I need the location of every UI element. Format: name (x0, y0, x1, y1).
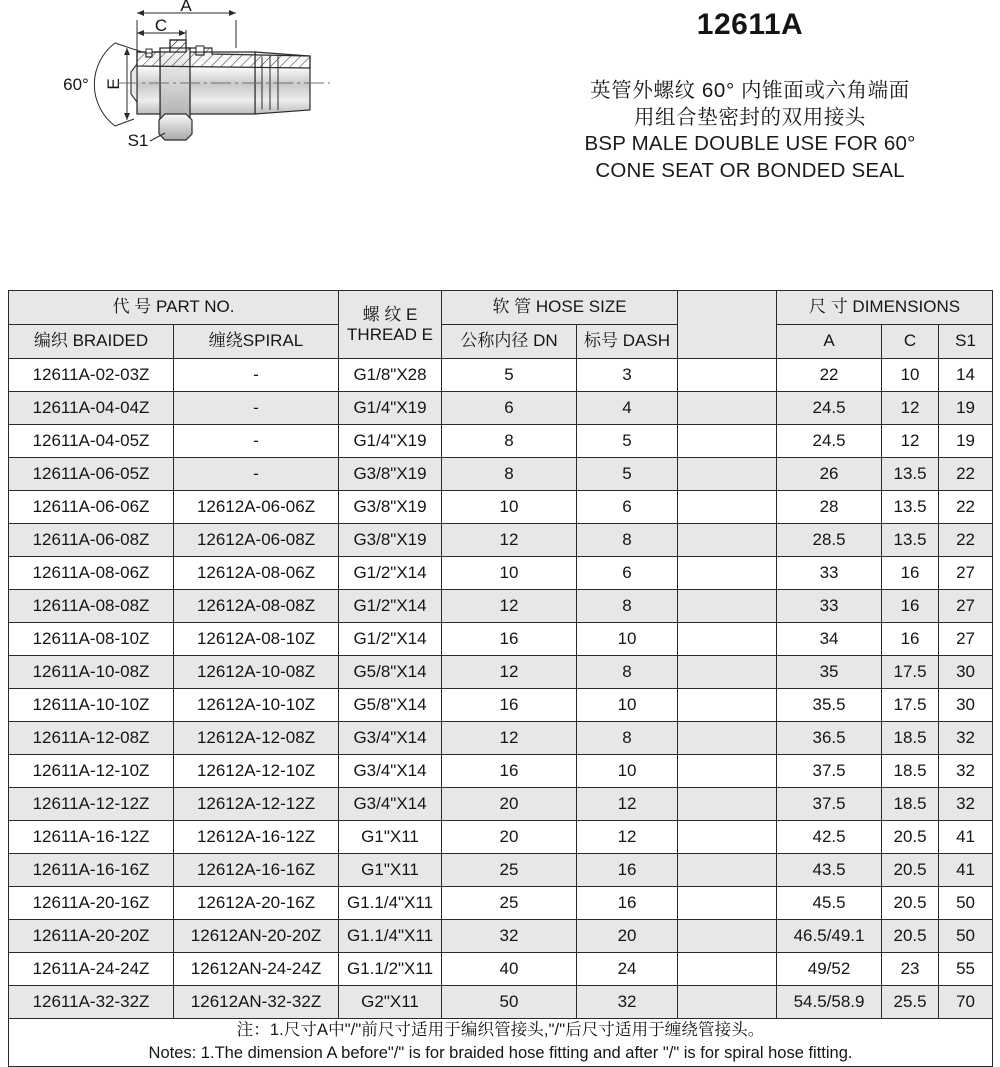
cell-c: 20.5 (882, 920, 939, 953)
cell-blank (678, 359, 777, 392)
table-row (9, 854, 993, 887)
table-row (9, 920, 993, 953)
cell-spiral: 12612A-08-06Z (174, 557, 339, 590)
cell-dn: 16 (442, 689, 577, 722)
table-row (9, 722, 993, 755)
cell-c: 16 (882, 557, 939, 590)
cell-dash: 6 (577, 557, 678, 590)
cell-dash: 5 (577, 458, 678, 491)
cell-a: 28.5 (777, 524, 882, 557)
product-description (500, 78, 1000, 185)
cell-a: 24.5 (777, 392, 882, 425)
cell-dn: 16 (442, 755, 577, 788)
cell-s1: 55 (939, 953, 993, 986)
table-row (9, 755, 993, 788)
cell-s1: 41 (939, 821, 993, 854)
cell-c: 20.5 (882, 887, 939, 920)
header-row-group (9, 291, 993, 325)
cell-s1: 27 (939, 557, 993, 590)
cell-c: 23 (882, 953, 939, 986)
cell-braided: 12611A-04-05Z (9, 425, 174, 458)
cell-dash: 16 (577, 887, 678, 920)
cell-c: 13.5 (882, 458, 939, 491)
cell-thread: G1.1/4"X11 (339, 887, 442, 920)
header-dim-c: C (882, 325, 939, 359)
cell-dn: 5 (442, 359, 577, 392)
table-row (9, 359, 993, 392)
cell-braided: 12611A-08-08Z (9, 590, 174, 623)
cell-dn: 20 (442, 821, 577, 854)
cell-c: 12 (882, 392, 939, 425)
cell-braided: 12611A-16-16Z (9, 854, 174, 887)
cell-a: 37.5 (777, 755, 882, 788)
cell-c: 10 (882, 359, 939, 392)
cell-blank (678, 920, 777, 953)
cell-blank (678, 887, 777, 920)
cell-spiral: 12612A-12-12Z (174, 788, 339, 821)
cell-a: 43.5 (777, 854, 882, 887)
description-cn-line1: 英管外螺纹 60° 内锥面或六角端面 (590, 79, 910, 102)
cell-s1: 14 (939, 359, 993, 392)
cell-dash: 8 (577, 722, 678, 755)
cell-dash: 20 (577, 920, 678, 953)
description-cn-line2: 用组合垫密封的双用接头 (633, 105, 867, 129)
notes-cell (9, 1019, 993, 1067)
cell-a: 37.5 (777, 788, 882, 821)
cell-s1: 70 (939, 986, 993, 1019)
table-row (9, 524, 993, 557)
cell-a: 36.5 (777, 722, 882, 755)
cell-thread: G5/8"X14 (339, 689, 442, 722)
cell-braided: 12611A-12-12Z (9, 788, 174, 821)
cell-thread: G3/4"X14 (339, 722, 442, 755)
cell-dash: 24 (577, 953, 678, 986)
cell-spiral: 12612A-12-10Z (174, 755, 339, 788)
cell-c: 18.5 (882, 722, 939, 755)
cell-a: 42.5 (777, 821, 882, 854)
cell-c: 18.5 (882, 755, 939, 788)
cell-c: 16 (882, 623, 939, 656)
header-section (0, 0, 1000, 285)
table-row (9, 788, 993, 821)
cell-dn: 12 (442, 656, 577, 689)
cell-thread: G1/2"X14 (339, 590, 442, 623)
header-dimensions-group: 尺 寸 DIMENSIONS (777, 291, 993, 325)
cell-braided: 12611A-24-24Z (9, 953, 174, 986)
header-hose-size-group: 软 管 HOSE SIZE (442, 291, 678, 325)
cell-a: 34 (777, 623, 882, 656)
cell-a: 45.5 (777, 887, 882, 920)
cell-spiral: 12612A-16-12Z (174, 821, 339, 854)
cell-dash: 32 (577, 986, 678, 1019)
cell-dn: 16 (442, 623, 577, 656)
cell-s1: 32 (939, 788, 993, 821)
cell-c: 25.5 (882, 986, 939, 1019)
cell-blank (678, 590, 777, 623)
cell-a: 28 (777, 491, 882, 524)
table-row (9, 689, 993, 722)
cell-s1: 19 (939, 392, 993, 425)
cell-dash: 8 (577, 524, 678, 557)
cell-thread: G1/2"X14 (339, 623, 442, 656)
cell-braided: 12611A-06-05Z (9, 458, 174, 491)
header-dash: 标号 DASH (577, 325, 678, 359)
cell-braided: 12611A-08-10Z (9, 623, 174, 656)
table-row (9, 458, 993, 491)
cell-c: 16 (882, 590, 939, 623)
cell-a: 22 (777, 359, 882, 392)
cell-braided: 12611A-12-08Z (9, 722, 174, 755)
cell-s1: 50 (939, 887, 993, 920)
cell-c: 20.5 (882, 854, 939, 887)
table-row (9, 590, 993, 623)
top-notch-a (146, 49, 152, 53)
cell-dash: 10 (577, 623, 678, 656)
table-footer (9, 1019, 993, 1067)
header-braided: 编织 BRAIDED (9, 325, 174, 359)
table-row (9, 557, 993, 590)
cell-blank (678, 722, 777, 755)
cell-dn: 8 (442, 425, 577, 458)
cell-blank (678, 491, 777, 524)
cell-dn: 6 (442, 392, 577, 425)
cell-dash: 10 (577, 755, 678, 788)
cell-thread: G1/2"X14 (339, 557, 442, 590)
label-e: E (104, 78, 123, 90)
cell-spiral: 12612A-10-08Z (174, 656, 339, 689)
header-thread-en: THREAD E (347, 324, 433, 344)
cell-blank (678, 755, 777, 788)
table-row (9, 491, 993, 524)
cell-s1: 32 (939, 722, 993, 755)
cell-spiral: 12612A-20-16Z (174, 887, 339, 920)
page-title: 12611A (696, 8, 804, 41)
cell-blank (678, 425, 777, 458)
cell-braided: 12611A-10-10Z (9, 689, 174, 722)
cell-dn: 32 (442, 920, 577, 953)
cell-spiral: 12612AN-20-20Z (174, 920, 339, 953)
table-row (9, 986, 993, 1019)
header-thread-cn: 螺 纹 E (362, 305, 418, 325)
cell-spiral: 12612A-08-08Z (174, 590, 339, 623)
table-row (9, 887, 993, 920)
cell-dn: 12 (442, 590, 577, 623)
note-en: Notes: 1.The dimension A before"/" is for braided hose fitting and after "/" is for spiral hose fitting. (148, 1044, 853, 1063)
header-row-sub (9, 325, 993, 359)
label-c: C (154, 16, 168, 35)
cell-braided: 12611A-06-08Z (9, 524, 174, 557)
top-boss (170, 40, 186, 52)
cell-dash: 12 (577, 788, 678, 821)
cell-dash: 16 (577, 854, 678, 887)
hex-bottom-flat (159, 114, 192, 140)
fitting-cross-section-svg (0, 0, 500, 230)
header-thread-e (339, 291, 442, 359)
notes-row (9, 1019, 993, 1067)
cell-blank (678, 689, 777, 722)
cell-s1: 30 (939, 689, 993, 722)
cell-dash: 6 (577, 491, 678, 524)
cell-spiral: 12612A-10-10Z (174, 689, 339, 722)
technical-drawing (0, 0, 500, 230)
cell-s1: 19 (939, 425, 993, 458)
cell-spiral: - (174, 425, 339, 458)
cell-dash: 4 (577, 392, 678, 425)
table-row (9, 656, 993, 689)
cell-thread: G3/8"X19 (339, 458, 442, 491)
cell-thread: G1.1/4"X11 (339, 920, 442, 953)
cell-thread: G3/8"X19 (339, 491, 442, 524)
top-notch-b (196, 46, 204, 52)
cell-s1: 41 (939, 854, 993, 887)
header-dim-s1: S1 (939, 325, 993, 359)
cell-blank (678, 458, 777, 491)
cell-dash: 8 (577, 656, 678, 689)
table-row (9, 953, 993, 986)
cell-thread: G3/4"X14 (339, 788, 442, 821)
cell-braided: 12611A-16-12Z (9, 821, 174, 854)
cell-a: 54.5/58.9 (777, 986, 882, 1019)
cell-braided: 12611A-04-04Z (9, 392, 174, 425)
cell-dn: 10 (442, 557, 577, 590)
cell-dash: 10 (577, 689, 678, 722)
cell-blank (678, 854, 777, 887)
cell-a: 24.5 (777, 425, 882, 458)
cell-c: 17.5 (882, 689, 939, 722)
cell-braided: 12611A-06-06Z (9, 491, 174, 524)
cell-dn: 12 (442, 524, 577, 557)
cell-dn: 50 (442, 986, 577, 1019)
cell-braided: 12611A-10-08Z (9, 656, 174, 689)
cell-spiral: - (174, 458, 339, 491)
cell-blank (678, 623, 777, 656)
cell-thread: G5/8"X14 (339, 656, 442, 689)
cell-dn: 20 (442, 788, 577, 821)
cell-thread: G1"X11 (339, 821, 442, 854)
cell-a: 35.5 (777, 689, 882, 722)
cell-braided: 12611A-20-20Z (9, 920, 174, 953)
cell-dash: 12 (577, 821, 678, 854)
cell-spiral: 12612A-12-08Z (174, 722, 339, 755)
cell-blank (678, 557, 777, 590)
cell-c: 17.5 (882, 656, 939, 689)
table-row (9, 821, 993, 854)
cell-a: 26 (777, 458, 882, 491)
cell-a: 33 (777, 557, 882, 590)
cell-spiral: 12612AN-24-24Z (174, 953, 339, 986)
label-angle: 60° (63, 75, 89, 94)
table-row (9, 392, 993, 425)
cell-blank (678, 788, 777, 821)
cell-braided: 12611A-02-03Z (9, 359, 174, 392)
cell-spiral: 12612A-16-16Z (174, 854, 339, 887)
cell-thread: G1/8"X28 (339, 359, 442, 392)
cell-s1: 50 (939, 920, 993, 953)
cell-blank (678, 821, 777, 854)
specifications-table (8, 290, 993, 1067)
cell-spiral: 12612A-06-06Z (174, 491, 339, 524)
cell-a: 46.5/49.1 (777, 920, 882, 953)
cell-spiral: 12612AN-32-32Z (174, 986, 339, 1019)
cell-braided: 12611A-20-16Z (9, 887, 174, 920)
cell-thread: G1/4"X19 (339, 425, 442, 458)
cell-dn: 40 (442, 953, 577, 986)
table-header (9, 291, 993, 359)
cell-blank (678, 986, 777, 1019)
cell-spiral: 12612A-06-08Z (174, 524, 339, 557)
cell-s1: 30 (939, 656, 993, 689)
cell-dn: 12 (442, 722, 577, 755)
cell-thread: G3/4"X14 (339, 755, 442, 788)
cell-dash: 5 (577, 425, 678, 458)
cell-c: 20.5 (882, 821, 939, 854)
table-row (9, 623, 993, 656)
cell-a: 33 (777, 590, 882, 623)
header-dn: 公称内径 DN (442, 325, 577, 359)
cell-spiral: 12612A-08-10Z (174, 623, 339, 656)
header-blank-column (678, 291, 777, 359)
cell-braided: 12611A-08-06Z (9, 557, 174, 590)
label-s1: S1 (127, 131, 149, 150)
cell-dn: 8 (442, 458, 577, 491)
cell-c: 12 (882, 425, 939, 458)
cell-spiral: - (174, 359, 339, 392)
description-en-line2: CONE SEAT OR BONDED SEAL (595, 158, 905, 182)
cell-s1: 27 (939, 623, 993, 656)
cell-braided: 12611A-12-10Z (9, 755, 174, 788)
header-dim-a: A (777, 325, 882, 359)
cell-a: 49/52 (777, 953, 882, 986)
cell-braided: 12611A-32-32Z (9, 986, 174, 1019)
cell-blank (678, 392, 777, 425)
description-en-line1: BSP MALE DOUBLE USE FOR 60° (584, 132, 916, 156)
header-spiral: 缠绕SPIRAL (174, 325, 339, 359)
table-body (9, 359, 993, 1019)
label-a: A (180, 0, 192, 15)
cell-s1: 32 (939, 755, 993, 788)
cell-c: 13.5 (882, 524, 939, 557)
header-part-no-group: 代 号 PART NO. (9, 291, 339, 325)
cell-dn: 25 (442, 854, 577, 887)
cell-thread: G1.1/2"X11 (339, 953, 442, 986)
cell-s1: 22 (939, 458, 993, 491)
cell-s1: 27 (939, 590, 993, 623)
cell-dash: 3 (577, 359, 678, 392)
cell-c: 18.5 (882, 788, 939, 821)
title-panel (500, 0, 1000, 230)
spec-table-container (8, 290, 992, 1067)
cell-a: 35 (777, 656, 882, 689)
cell-thread: G1/4"X19 (339, 392, 442, 425)
cell-dash: 8 (577, 590, 678, 623)
cell-blank (678, 524, 777, 557)
note-cn: 注：1.尺寸A中"/"前尺寸适用于编织管接头,"/"后尺寸适用于缠绕管接头。 (236, 1021, 765, 1039)
table-row (9, 425, 993, 458)
cell-c: 13.5 (882, 491, 939, 524)
cell-dn: 10 (442, 491, 577, 524)
cell-thread: G3/8"X19 (339, 524, 442, 557)
cell-spiral: - (174, 392, 339, 425)
cell-thread: G2"X11 (339, 986, 442, 1019)
cell-thread: G1"X11 (339, 854, 442, 887)
cell-blank (678, 656, 777, 689)
dimension-e (124, 48, 130, 120)
cell-s1: 22 (939, 491, 993, 524)
cell-blank (678, 953, 777, 986)
cell-dn: 25 (442, 887, 577, 920)
cell-s1: 22 (939, 524, 993, 557)
